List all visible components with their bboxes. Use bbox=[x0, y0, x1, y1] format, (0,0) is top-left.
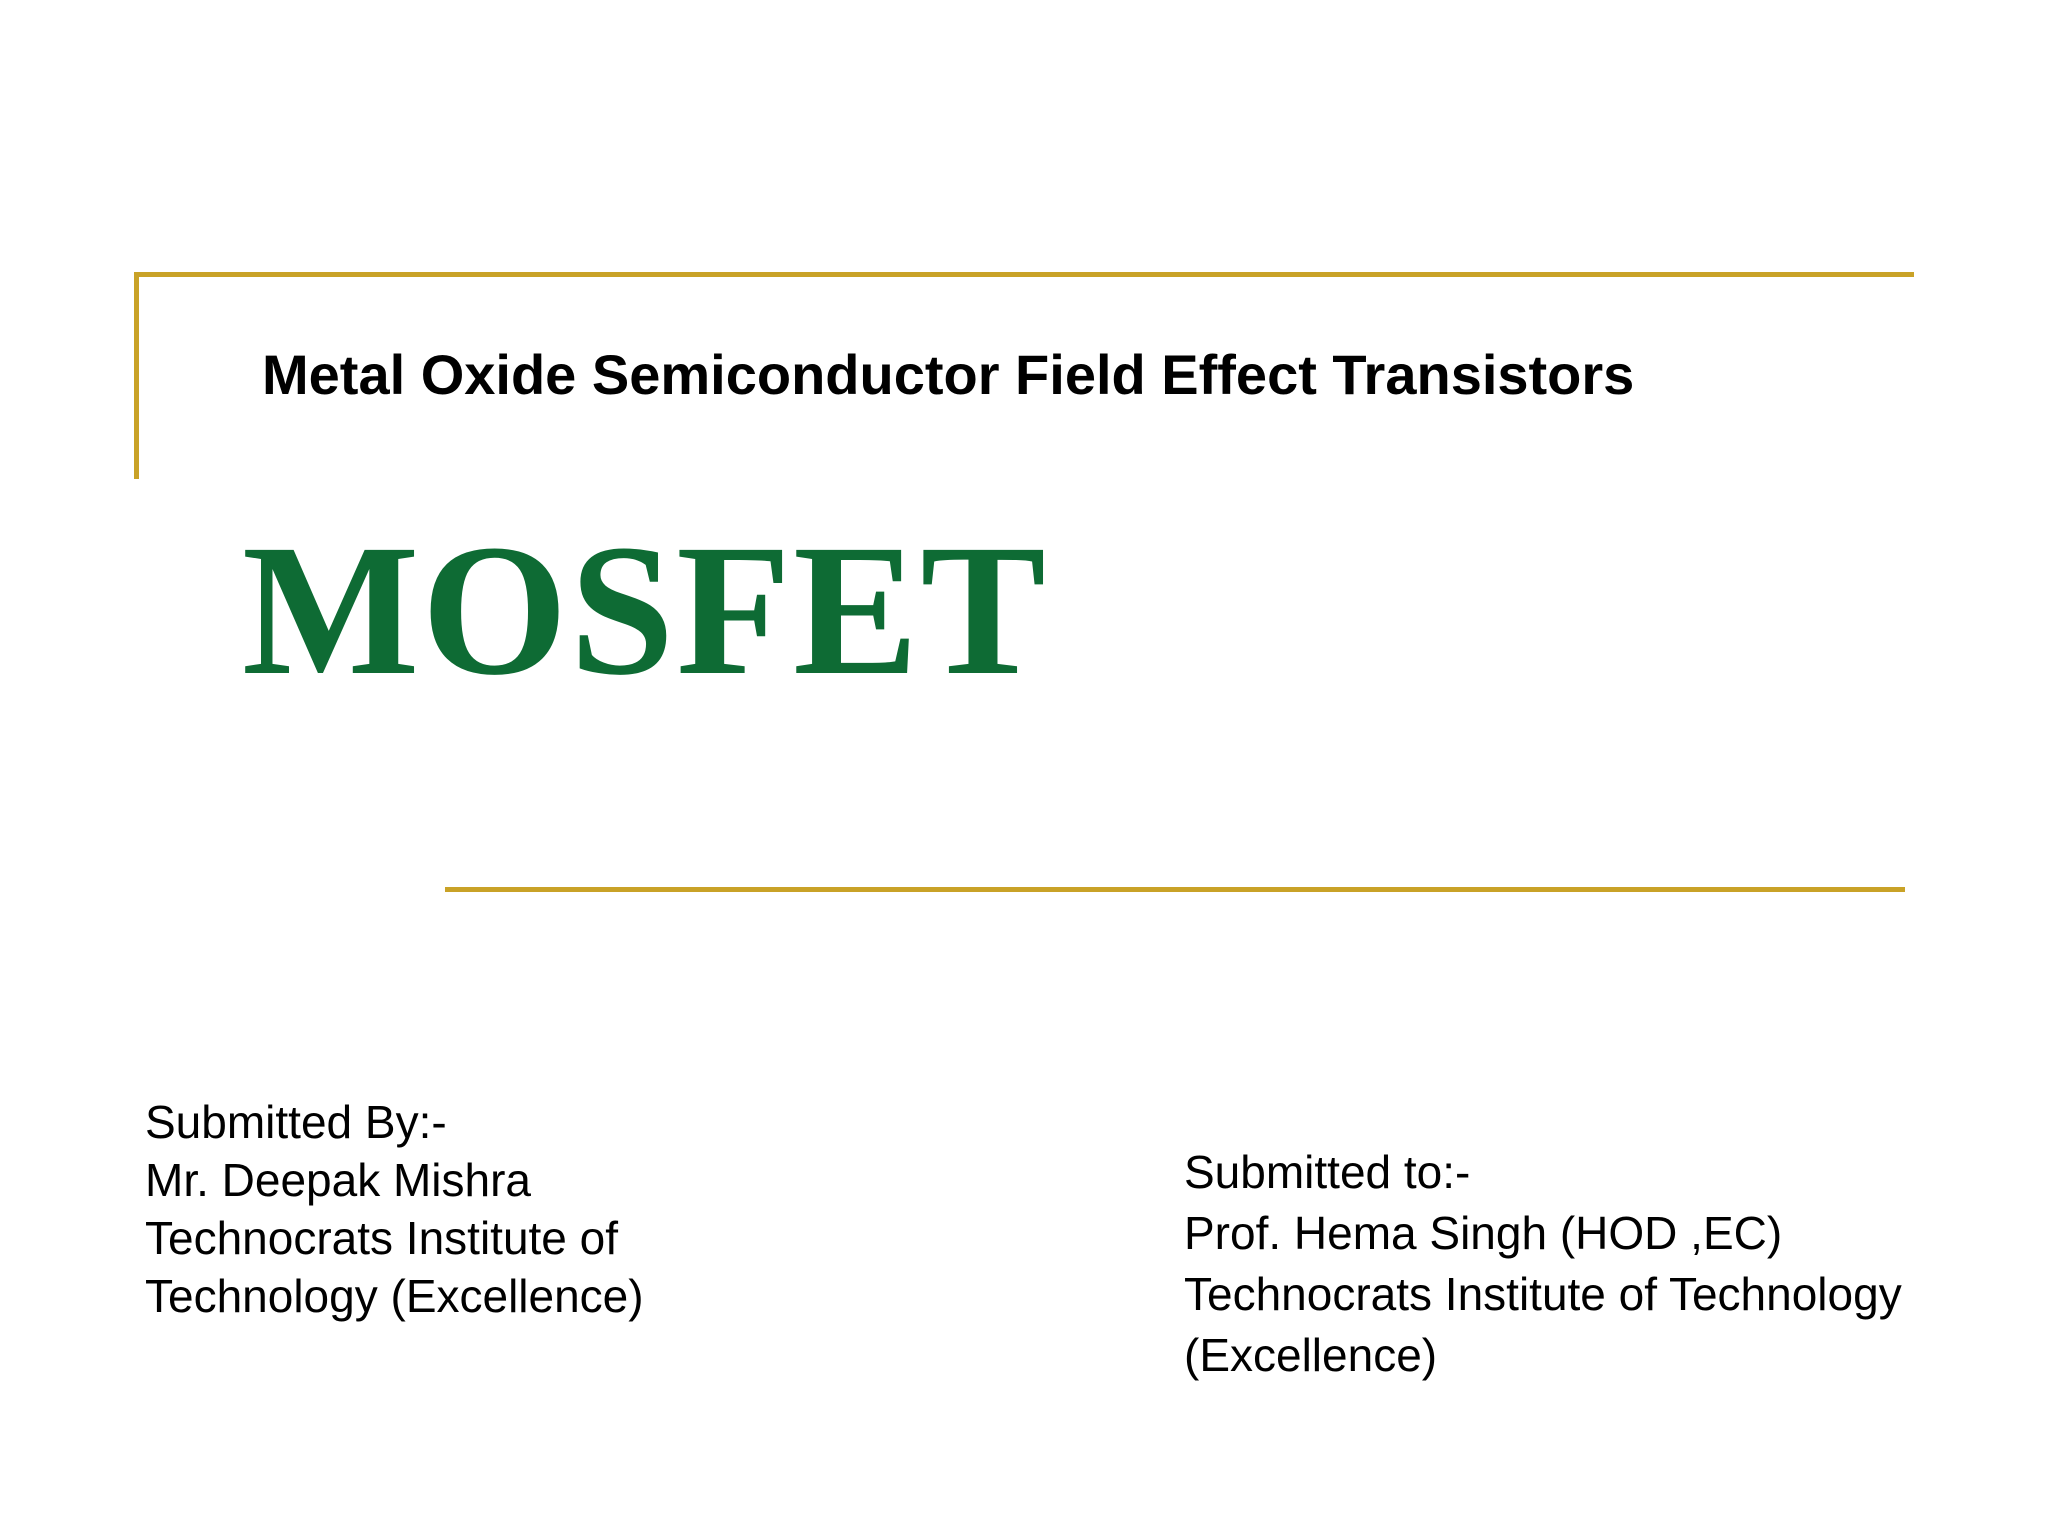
submitted-by-line: Technocrats Institute of bbox=[145, 1212, 619, 1264]
submitted-to-line: Prof. Hema Singh (HOD ,EC) bbox=[1184, 1207, 1783, 1259]
submitted-to-block bbox=[1184, 1142, 1902, 1386]
slide-subtitle: Metal Oxide Semiconductor Field Effect Transistors bbox=[262, 343, 1635, 406]
slide-title: MOSFET bbox=[242, 505, 1048, 714]
submitted-by-heading: Submitted By:- bbox=[145, 1096, 447, 1148]
submitted-by-block bbox=[145, 1093, 644, 1325]
frame-left-rule bbox=[134, 272, 139, 479]
submitted-to-heading: Submitted to:- bbox=[1184, 1146, 1471, 1198]
submitted-by-line: Technology (Excellence) bbox=[145, 1270, 644, 1322]
submitted-to-line: (Excellence) bbox=[1184, 1329, 1438, 1381]
frame-top-rule bbox=[134, 272, 1914, 277]
submitted-to-line: Technocrats Institute of Technology bbox=[1184, 1268, 1902, 1320]
frame-bottom-rule bbox=[445, 887, 1905, 892]
submitted-by-line: Mr. Deepak Mishra bbox=[145, 1154, 532, 1206]
